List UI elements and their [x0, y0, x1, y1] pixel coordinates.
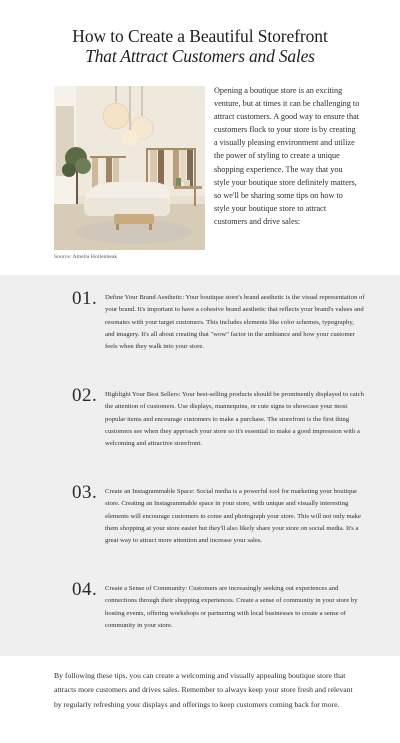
tip-text: Create an Instagrammable Space: Social media is a powerful tool for marketing your boutique store. Creating an Instagrammable space in your store, with unique and visually interesting elements will encourage customers to come and photograph your store. This will not only make them shopping at your store easier but they'll also likely share your store on social media. It's a great way to attract more attention and increase your sales. [105, 488, 361, 545]
intro-paragraph: Opening a boutique store is an exciting venture, but at times it can be challenging to attract customers. A good way to ensure that customers flock to your store is by creating a visually pleasing environment and utilize the power of styling to create a unique shopping experience. The way that you style your boutique store definitely matters, so we'll be sharing some tips on how to style your boutique store to attract customers and drive sales: [214, 86, 360, 226]
tip-number: 03. [72, 482, 98, 503]
tip-item [72, 288, 372, 372]
tip-item [72, 579, 372, 643]
tip-number: 02. [72, 385, 98, 406]
tip-number: 04. [72, 579, 98, 600]
tip-text: Define Your Brand Aesthetic: Your boutique store's brand aesthetic is the visual representation of your brand. It's important to have a cohesive brand aesthetic that reflects your brand's values and resonates with your target customers. This includes elements like color schemes, typography, and imagery. It's all about creating that "wow" factor in the ambiance and how your customer feels when they walk into your store. [105, 294, 365, 351]
title-line-2: That Attract Customers and Sales [85, 46, 315, 66]
conclusion-paragraph: By following these tips, you can create a welcoming and visually appealing boutique store that attracts more customers and drives sales. Remember to always keep your store fresh and relevant by regularly refreshing your displays and offerings to keep customers coming back for more. [54, 671, 353, 709]
tip-item [72, 385, 372, 469]
tip-text: Highlight Your Best Sellers: Your best-selling products should be prominently displayed to catch the attention of customers. Use displays, mannequins, or cute signs to showcase your most popular items and encourage customers to make a purchase. The storefront is the first thing customers see when they approach your store so it's essential to make a good impression with a welcoming and attractive storefront. [105, 391, 364, 448]
boutique-interior-photo [54, 86, 205, 250]
title-line-1: How to Create a Beautiful Storefront [72, 26, 328, 46]
article-title [0, 26, 400, 66]
tip-item [72, 482, 372, 566]
tip-text: Create a Sense of Community: Customers are increasingly seeking out experiences and connections through their shopping experiences. Create a sense of community in your store by hosting events, offering workshops or partnering with local businesses to create a sense of community in your store. [105, 585, 358, 629]
photo-credit: Source: Amelia Hollenbeak [54, 254, 118, 260]
tip-number: 01. [72, 288, 98, 309]
